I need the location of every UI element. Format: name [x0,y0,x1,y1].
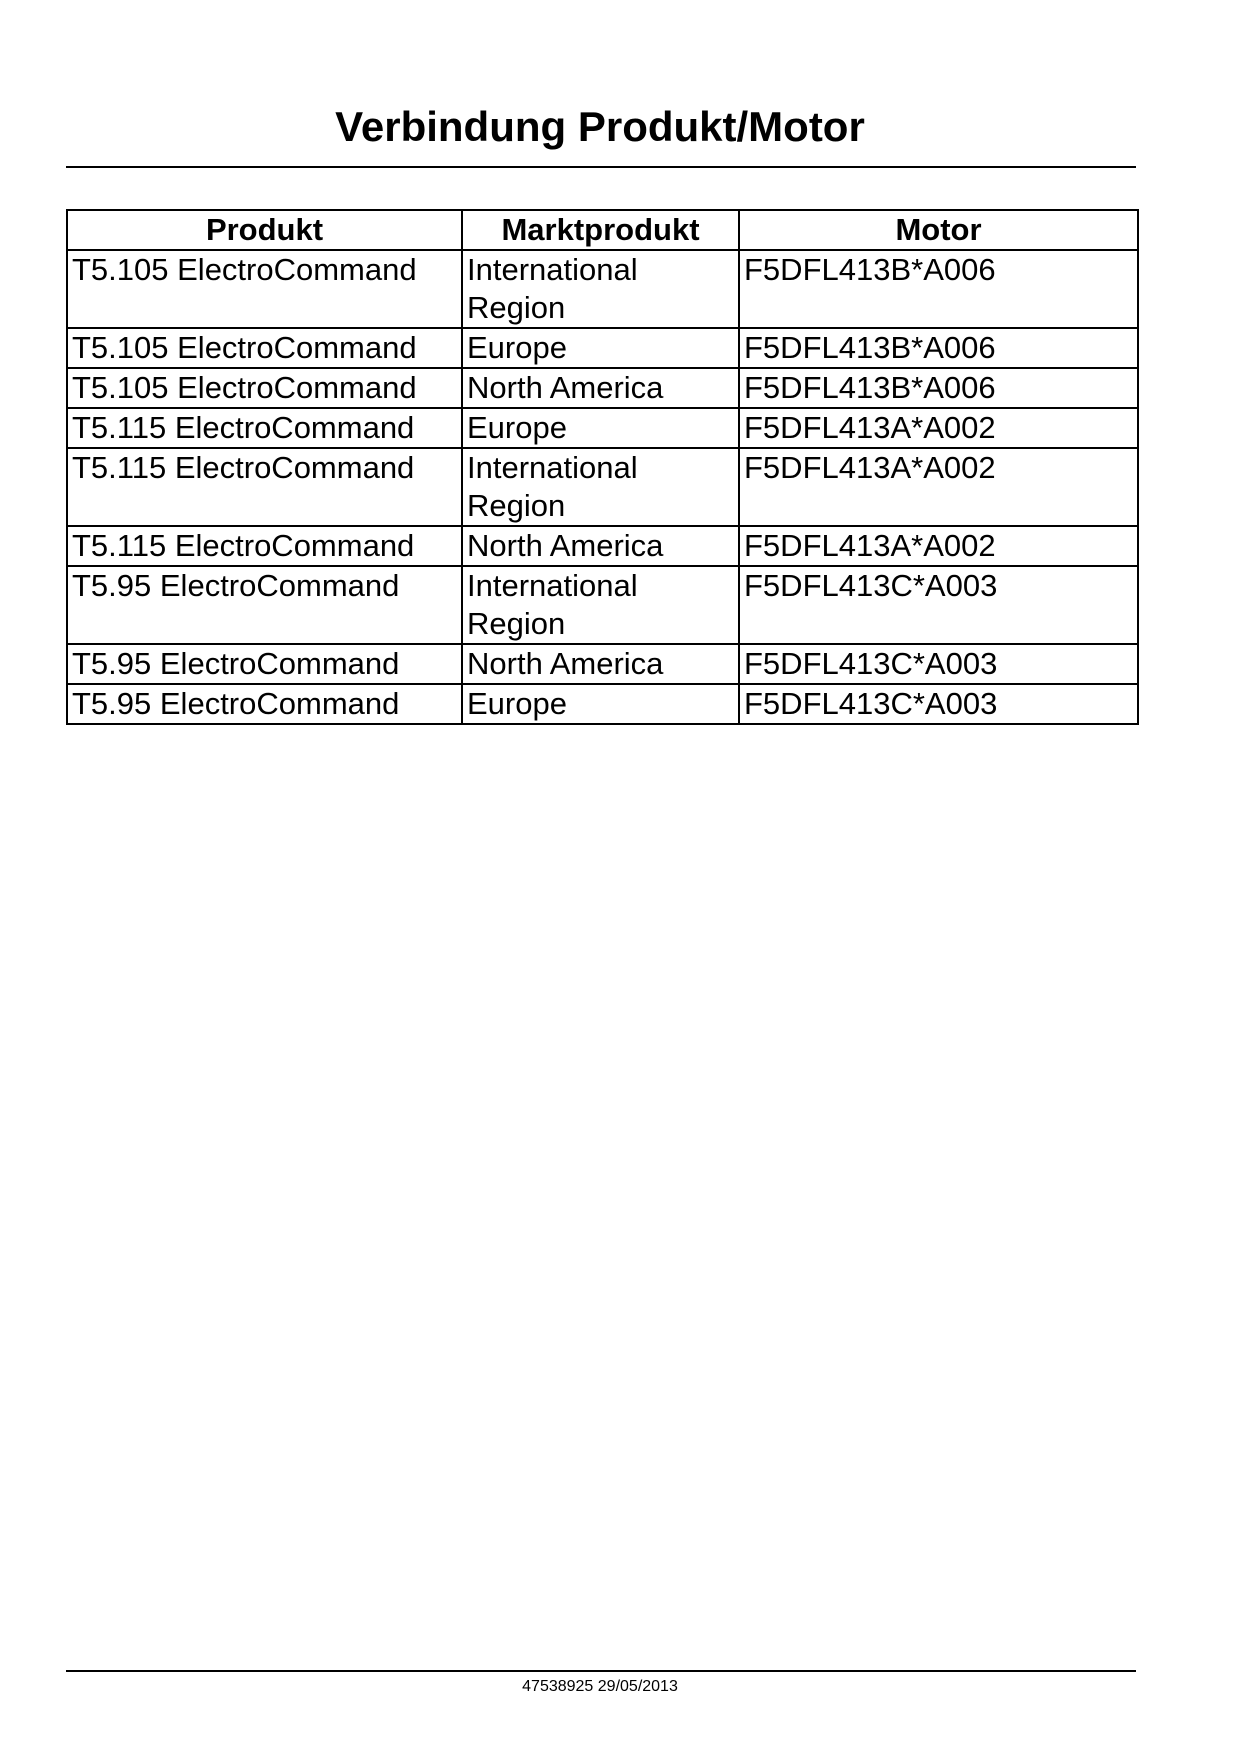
cell-motor: F5DFL413C*A003 [739,684,1138,724]
cell-produkt: T5.95 ElectroCommand [67,644,462,684]
cell-produkt: T5.115 ElectroCommand [67,526,462,566]
cell-motor: F5DFL413A*A002 [739,408,1138,448]
cell-produkt: T5.95 ElectroCommand [67,684,462,724]
cell-produkt: T5.105 ElectroCommand [67,250,462,328]
cell-marktprodukt: Europe [462,684,739,724]
column-header-marktprodukt: Marktprodukt [462,210,739,250]
cell-marktprodukt: North America [462,526,739,566]
title-divider [66,166,1136,168]
cell-marktprodukt: North America [462,644,739,684]
cell-marktprodukt: International Region [462,250,739,328]
table-row [67,250,1138,328]
cell-motor: F5DFL413B*A006 [739,328,1138,368]
cell-produkt: T5.115 ElectroCommand [67,408,462,448]
product-engine-table [66,209,1139,725]
column-header-produkt: Produkt [67,210,462,250]
table-row [67,408,1138,448]
table-row [67,684,1138,724]
page-title: Verbindung Produkt/Motor [335,103,865,150]
footer-doc-id-date: 47538925 29/05/2013 [522,1678,678,1695]
cell-marktprodukt: International Region [462,448,739,526]
cell-produkt: T5.105 ElectroCommand [67,328,462,368]
table-row [67,368,1138,408]
cell-produkt: T5.105 ElectroCommand [67,368,462,408]
cell-motor: F5DFL413B*A006 [739,368,1138,408]
cell-marktprodukt: International Region [462,566,739,644]
cell-motor: F5DFL413B*A006 [739,250,1138,328]
column-header-motor: Motor [739,210,1138,250]
cell-produkt: T5.115 ElectroCommand [67,448,462,526]
table-header-row [67,210,1138,250]
cell-motor: F5DFL413A*A002 [739,448,1138,526]
table-row [67,448,1138,526]
table-row [67,526,1138,566]
cell-motor: F5DFL413C*A003 [739,566,1138,644]
table-row [67,566,1138,644]
table-row [67,328,1138,368]
cell-motor: F5DFL413A*A002 [739,526,1138,566]
cell-produkt: T5.95 ElectroCommand [67,566,462,644]
cell-motor: F5DFL413C*A003 [739,644,1138,684]
cell-marktprodukt: Europe [462,408,739,448]
table-row [67,644,1138,684]
cell-marktprodukt: Europe [462,328,739,368]
footer-divider [66,1670,1136,1672]
cell-marktprodukt: North America [462,368,739,408]
